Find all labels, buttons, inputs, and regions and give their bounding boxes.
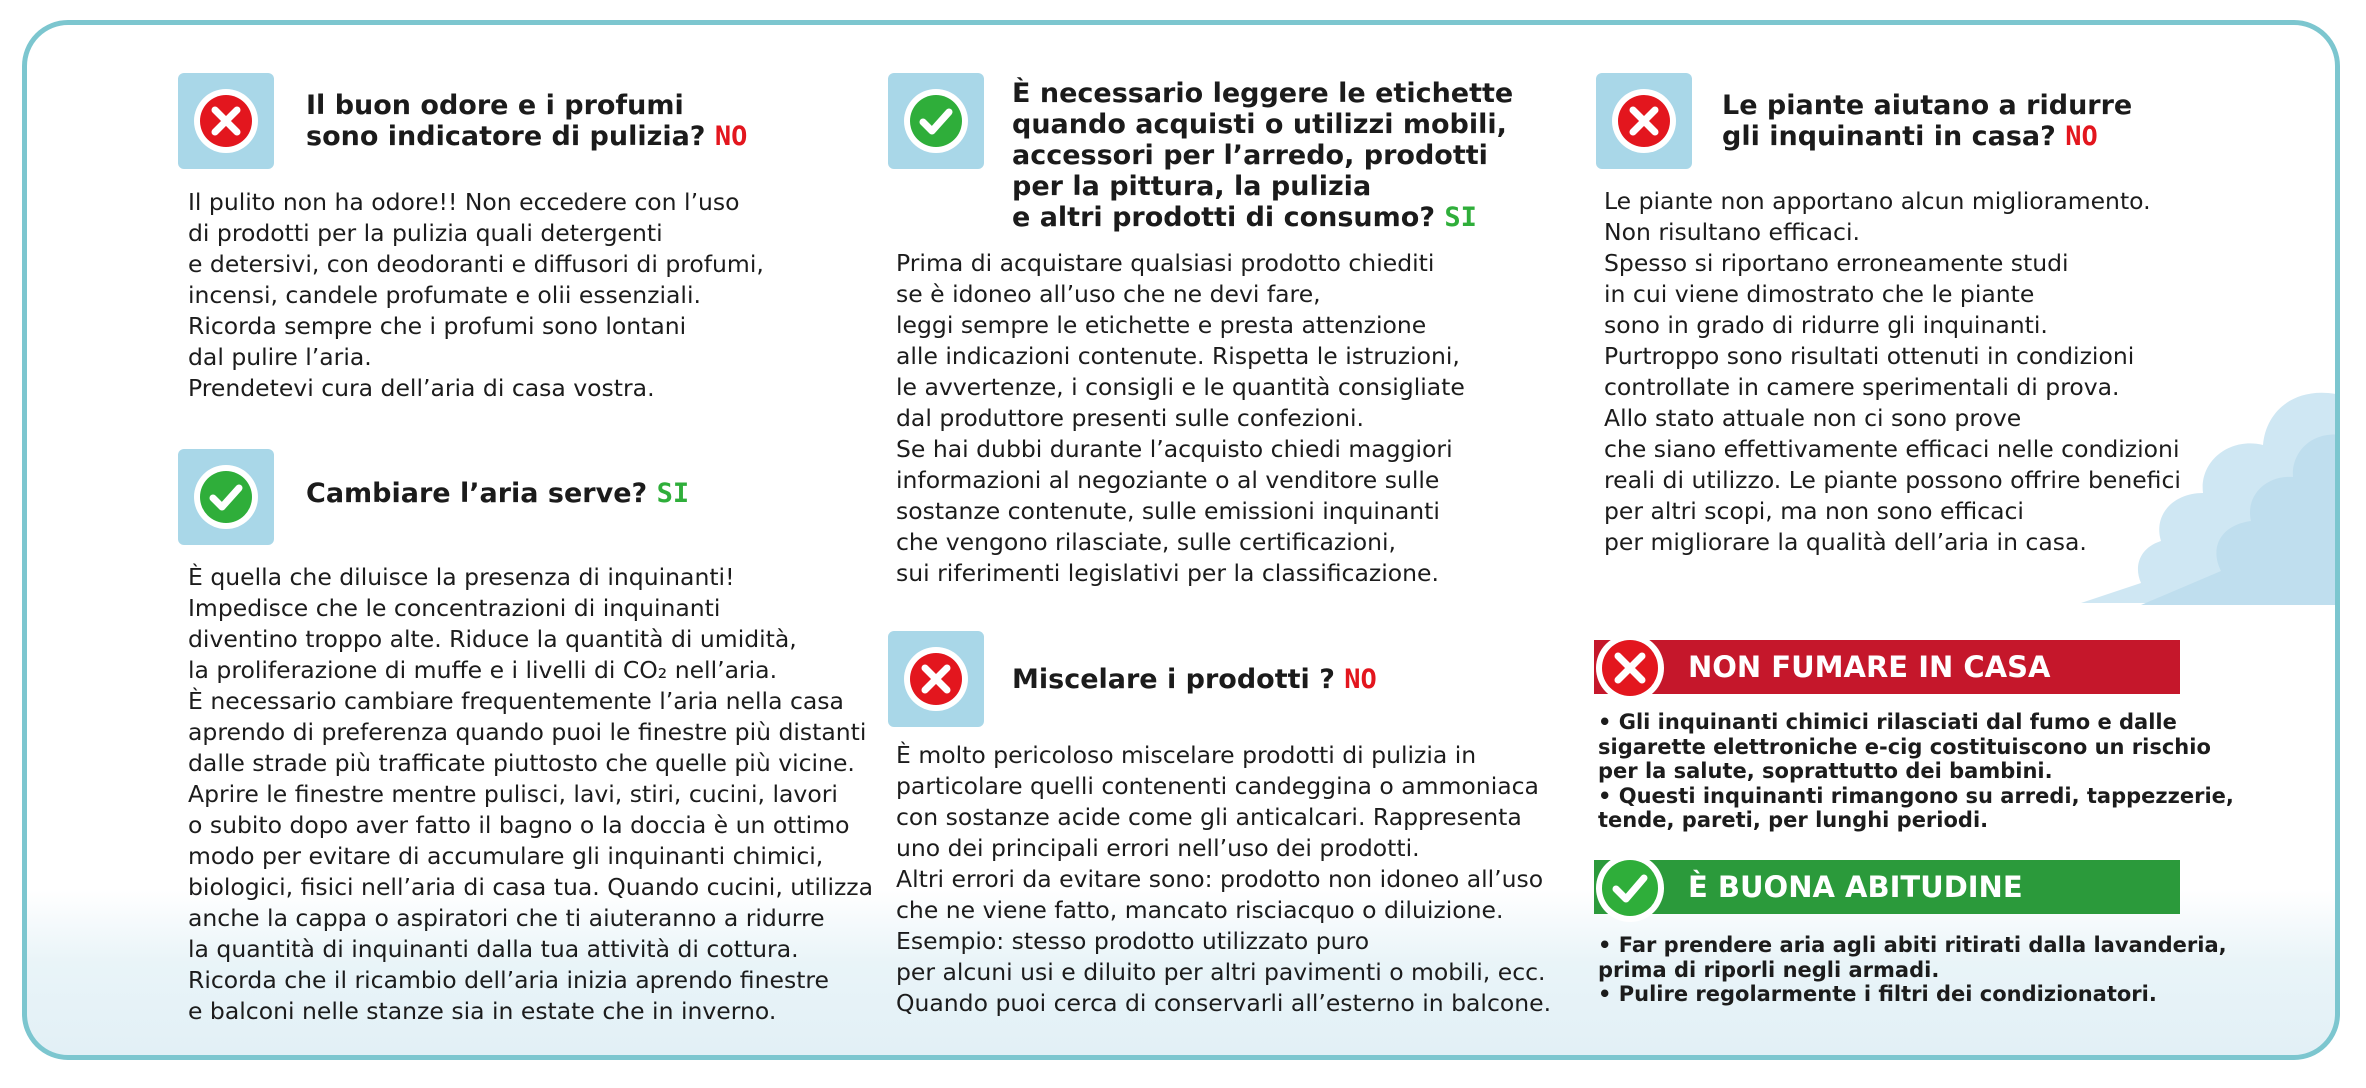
banner-non-fumare xyxy=(1594,640,2180,694)
bullet-list xyxy=(1598,710,2234,833)
bullet-item: • Gli inquinanti chimici rilasciati dal fumo e dalle sigarette elettroniche e-cig costituiscono un rischio per la salute, soprattutto dei bambini. xyxy=(1598,710,2211,783)
x-icon xyxy=(1592,630,1668,706)
banner-label: NON FUMARE IN CASA xyxy=(1688,650,2051,684)
answer-text: Le piante non apportano alcun miglioramento. Non risultano efficaci. Spesso si riportano erroneamente studi in cui viene dimostrato che le piante sono in grado di ridurre gli inquinanti. Purtroppo sono risultati ottenuti in condizioni controllate in camere sperimentali di prova. Allo stato attuale non ci sono prove che siano effettivamente efficaci nelle condizioni reali di utilizzo. Le piante possono offrire benefici per altri scopi, ma non sono efficaci per migliorare la qualità dell’aria in casa. xyxy=(1604,187,2181,556)
answer-badge: NO xyxy=(1344,664,1377,695)
answer-badge: NO xyxy=(2065,121,2098,152)
answer-text: Il pulito non ha odore!! Non eccedere con l’uso di prodotti per la pulizia quali detergenti e detersivi, con deodoranti e diffusori di profumi, incensi, candele profumate e olii essenziali. Ricorda sempre che i profumi sono lontani dal pulire l’aria. Prendetevi cura dell’aria di casa vostra. xyxy=(188,188,764,402)
question-heading: Il buon odore e i profumi sono indicatore di pulizia? NO xyxy=(306,90,748,152)
question-heading: È necessario leggere le etichette quando acquisti o utilizzi mobili, accessori per l’arredo, prodotti per la pittura, la pulizia e altri prodotti di consumo? SI xyxy=(1012,78,1514,233)
banner-label: È BUONA ABITUDINE xyxy=(1688,870,2023,904)
check-icon xyxy=(888,73,984,169)
banner-buona-abitudine xyxy=(1594,860,2180,914)
check-icon xyxy=(178,449,274,545)
bullet-list xyxy=(1598,933,2227,1007)
bullet-item: • Pulire regolarmente i filtri dei condizionatori. xyxy=(1598,982,2157,1006)
answer-text: È quella che diluisce la presenza di inquinanti! Impedisce che le concentrazioni di inquinanti diventino troppo alte. Riduce la quantità di umidità, la proliferazione di muffe e i livelli di CO₂ nell’aria. È necessario cambiare frequentemente l’aria nella casa aprendo di preferenza quando puoi le finestre più distanti dalle strade più trafficate piuttosto che quelle più vicine. Aprire le finestre mentre pulisci, lavi, stiri, cucini, lavori o subito dopo aver fatto il bagno o la doccia è un ottimo modo per evitare di accumulare gli inquinanti chimici, biologici, fisici nell’aria di casa tua. Quando cucini, utilizza anche la cappa o aspiratori che ti aiuteranno a ridurre la quantità di inquinanti dalla tua attività di cottura. Ricorda che il ricambio dell’aria inizia aprendo finestre e balconi nelle stanze sia in estate che in inverno. xyxy=(188,563,874,1025)
x-icon xyxy=(888,631,984,727)
question-heading: Le piante aiutano a ridurre gli inquinanti in casa? NO xyxy=(1722,90,2133,152)
bullet-item: • Questi inquinanti rimangono su arredi, tappezzerie, tende, pareti, per lunghi periodi. xyxy=(1598,783,2234,832)
x-icon xyxy=(178,73,274,169)
answer-text: Prima di acquistare qualsiasi prodotto chiediti se è idoneo all’uso che ne devi fare, leggi sempre le etichette e presta attenzione alle indicazioni contenute. Rispetta le istruzioni, le avvertenze, i consigli e le quantità consigliate dal produttore presenti sulle confezioni. Se hai dubbi durante l’acquisto chiedi maggiori informazioni al negoziante o al venditore sulle sostanze contenute, sulle emissioni inquinanti che vengono rilasciate, sulle certificazioni, sui riferimenti legislativi per la classificazione. xyxy=(896,249,1465,587)
x-icon xyxy=(1596,73,1692,169)
answer-badge: SI xyxy=(656,478,690,509)
question-heading: Miscelare i prodotti ? NO xyxy=(1012,664,1377,695)
question-heading: Cambiare l’aria serve? SI xyxy=(306,478,690,509)
bullet-item: • Far prendere aria agli abiti ritirati dalla lavanderia, prima di riporli negli armadi. xyxy=(1598,933,2227,982)
answer-badge: NO xyxy=(714,121,748,152)
answer-text: È molto pericoloso miscelare prodotti di pulizia in particolare quelli contenenti candeggina o ammoniaca con sostanze acide come gli anticalcari. Rappresenta uno dei principali errori nell’uso dei prodotti. Altri errori da evitare sono: prodotto non idoneo all’uso che ne viene fatto, mancato risciacquo o diluizione. Esempio: stesso prodotto utilizzato puro per alcuni usi e diluito per altri pavimenti o mobili, ecc. Quando puoi cerca di conservarli all’esterno in balcone. xyxy=(896,741,1552,1017)
check-icon xyxy=(1592,850,1668,926)
answer-badge: SI xyxy=(1444,202,1477,233)
